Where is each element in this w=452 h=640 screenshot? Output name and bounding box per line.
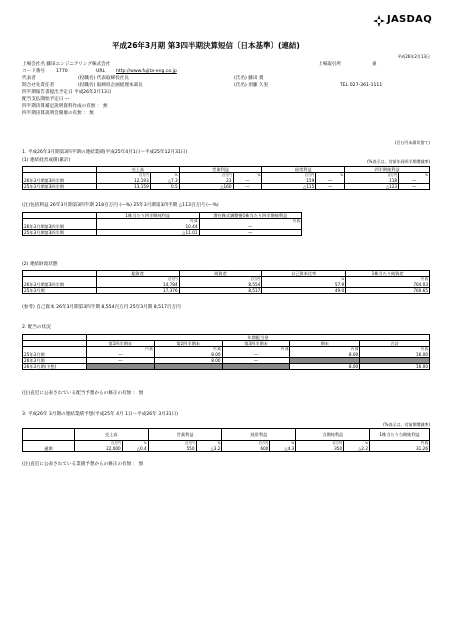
unit-cell: % [150,173,179,179]
row-label: 通期 [23,446,75,452]
table-cell: 8,517 [179,288,262,294]
unit-cell: 百万円 [345,173,399,179]
table-cell: △123 [345,184,399,190]
forecast-header-operating: 営業利益 [148,429,222,441]
unit-cell: 円 銭 [346,277,430,283]
table-cell: 8.00 [154,358,222,364]
logo-text: JASDAQ [387,14,433,25]
rep-name: (氏名) 藤田 實 [234,76,264,81]
table-cell: ― [399,184,430,190]
unit-cell: % [316,173,345,179]
eps-table [22,212,302,236]
rep-label: 代表者 [22,76,36,81]
briefing-session: 四半期決算説明会開催の有無 ： 無 [22,111,94,116]
table-cell: ― [199,230,302,236]
row-label: 25年3月期 [23,288,97,294]
financial-position-table [22,270,430,294]
unit-cell: 円 銭 [199,219,302,225]
jasdaq-logo [372,14,438,28]
table-cell: 8,554 [179,282,262,288]
forecast-table [22,428,430,452]
row-label: 26年3月期第3四半期 [23,178,97,184]
table-cell: 350 [296,446,344,452]
table-cell-shaded [86,364,154,370]
unit-cell: 百万円 [222,441,270,447]
table-row [23,184,430,190]
row-label: 26年3月期第3四半期 [23,224,97,230]
company-name: 上場会社名 藤田エンジニアリング株式会社 [22,62,111,67]
table-cell: 14,784 [96,282,179,288]
table-cell: 118 [345,178,399,184]
table-cell: ― [199,224,302,230]
unit-cell: % [122,441,148,447]
results-header-sales: 売上高 [96,167,179,173]
table-cell: △7.3 [150,178,179,184]
table-cell: 23 [179,178,233,184]
table-cell: ― [222,352,290,358]
table-cell: △4.3 [270,446,296,452]
section2-heading: 2. 配当の状況 [22,325,51,330]
dividend-header-year-end: 期末 [290,341,360,347]
results-header-net: 四半期純利益 [345,167,430,173]
table-cell: ― [233,178,262,184]
dividend-group-header: 年間配当金 [86,335,429,341]
url-label: URL [96,69,106,74]
table-cell: 13,159 [96,184,150,190]
table-cell: △115 [262,184,316,190]
unit-cell: 円 銭 [290,347,360,353]
row-label: 25年3月期第3四半期 [23,230,97,236]
table-cell: 760.65 [346,288,430,294]
equity-reference-note: (参考) 自己資本 26年3月期第3四半期 8,554百万円 25年3月期 8,517百万円 [22,305,181,310]
table-cell: 17,376 [96,288,179,294]
row-label: 26年3月期(予想) [23,364,87,370]
unit-cell: % [399,173,430,179]
forecast-header-ordinary: 経常利益 [222,429,296,441]
unit-cell: 百万円 [148,441,196,447]
table-cell: 10.44 [96,224,199,230]
table-row [23,288,430,294]
table-cell: △11.01 [96,230,199,236]
dividend-header-total: 合計 [360,341,430,347]
row-label: 26年3月期 [23,358,87,364]
unit-cell: 百万円 [262,173,316,179]
table-cell: ― [86,352,154,358]
diluted-eps-header: 潜在株式調整後1株当たり四半期純利益 [199,213,302,219]
dividend-header-q3: 第3四半期末 [222,341,290,347]
table-cell: 49.0 [262,288,346,294]
table-cell: 0.5 [150,184,179,190]
dividend-header-q1: 第1四半期末 [86,341,154,347]
unit-cell: 百万円 [96,277,179,283]
unit-cell: 円 銭 [222,347,290,353]
unit-cell: 百万円 [74,441,122,447]
section1-heading: 1. 平成26年3月期第3四半期の連結業績(平成25年4月1日～平成25年12月31日) [22,150,188,155]
contact-name: (氏名) 須藤 久実 [234,83,269,88]
forecast-header-eps: 1株当たり当期純利益 [370,429,430,441]
table-cell: 12,193 [96,178,150,184]
table-cell: 159 [262,178,316,184]
section1-sub2: (2) 連結財政状態 [22,262,58,267]
dividend-revision-note: (注)直近に公表されている配当予想からの修正の有無 ： 無 [22,391,144,396]
unit-cell: % [233,173,262,179]
code-value: 1770 [56,69,68,74]
dividend-table [22,334,430,370]
table-cell: 8.00 [290,352,360,358]
table-cell: ― [399,178,430,184]
table-cell: 16.00 [360,364,430,370]
rounding-note: (百万円未満切捨て) [394,140,430,145]
section3-note-pct: (%表示は、対前期増減率) [383,422,430,427]
table-cell: ― [316,184,345,190]
section3-heading: 3. 平成26年 3月期の連結業績予想(平成25年 4月 1日～平成26年 3月31日) [22,412,178,417]
unit-cell: 百万円 [179,277,262,283]
unit-cell: 円 銭 [360,347,430,353]
rep-title: (役職名) 代表取締役社長 [78,76,129,81]
row-label: 26年3月期第3四半期 [23,282,97,288]
forecast-revision-note: (注)直近に公表されている業績予想からの修正の有無 ： 無 [22,462,144,467]
row-label: 25年3月期第3四半期 [23,184,97,190]
table-cell-shaded [222,364,290,370]
unit-cell: 円 銭 [370,441,430,447]
table-cell: △3.2 [196,446,222,452]
table-cell: 8.00 [154,352,222,358]
table-row [23,364,430,370]
unit-cell: 百万円 [96,173,150,179]
contact-tel: TEL 027-361-1111 [340,83,383,88]
unit-cell: % [196,441,222,447]
table-row [23,230,302,236]
table-cell: ― [233,184,262,190]
table-cell: 31.26 [370,446,430,452]
exchange-label: 上場取引所 [318,62,341,67]
table-cell: △160 [179,184,233,190]
table-cell: 600 [222,446,270,452]
table-cell: ― [222,358,290,364]
dividend-start-date: 配当支払開始予定日 ― [22,97,70,102]
contact-title: (役職名) 取締役企画経理本部長 [78,83,143,88]
fin-header-net-assets: 純資産 [179,271,262,277]
table-cell: △2.2 [344,446,370,452]
unit-cell: % [262,277,346,283]
unit-cell: % [344,441,370,447]
unit-cell: 円 銭 [154,347,222,353]
table-cell: △0.4 [122,446,148,452]
table-cell: 16.00 [360,352,430,358]
results-header-operating: 営業利益 [179,167,262,173]
table-cell: 8.00 [290,364,360,370]
table-cell: 22,000 [74,446,122,452]
comprehensive-income-note: (注)包括利益 26年3月期第3四半期 218百万円 (―%) 25年3月期第3四半期 △113百万円 (―%) [22,203,219,208]
unit-cell: % [270,441,296,447]
unit-cell: 円 銭 [96,219,199,225]
unit-cell: 百万円 [296,441,344,447]
fin-header-equity-ratio: 自己資本比率 [262,271,346,277]
fin-header-bps: 1株当たり純資産 [346,271,430,277]
fin-header-total-assets: 総資産 [96,271,179,277]
results-header-ordinary: 経常利益 [262,167,345,173]
code-label: コード番号 [22,69,45,74]
table-cell-shaded [154,364,222,370]
table-cell: ― [316,178,345,184]
section1-sub1: (1) 連結経営成績(累計) [22,158,71,163]
exchange-value: 東 [372,62,377,67]
company-url-link[interactable]: http://www.fujita-eng.co.jp [116,69,177,74]
report-date: 平成26年2月13日 [397,54,430,59]
table-row [23,446,430,452]
results-table [22,166,430,190]
supplementary-material: 四半期決算補足説明資料作成の有無 ： 無 [22,104,108,109]
forecast-header-sales: 売上高 [74,429,148,441]
table-cell: 550 [148,446,196,452]
eps-header: 1株当たり四半期純利益 [96,213,199,219]
forecast-header-net: 当期純利益 [296,429,370,441]
unit-cell: 百万円 [179,173,233,179]
dividend-header-q2: 第2四半期末 [154,341,222,347]
table-cell: 57.9 [262,282,346,288]
jasdaq-emblem-icon [372,14,386,28]
table-cell: ― [86,358,154,364]
table-cell: 764.03 [346,282,430,288]
report-submit-date: 四半期報告書提出予定日 平成26年2月13日 [22,90,112,95]
section1-note1: (%表示は、対前年同四半期増減率) [367,159,430,164]
unit-cell: 円 銭 [86,347,154,353]
contact-label: 問合せ先責任者 [22,83,55,88]
page-title: 平成26年3月期 第3四半期決算短信〔日本基準〕(連結) [112,41,300,50]
row-label: 25年3月期 [23,352,87,358]
